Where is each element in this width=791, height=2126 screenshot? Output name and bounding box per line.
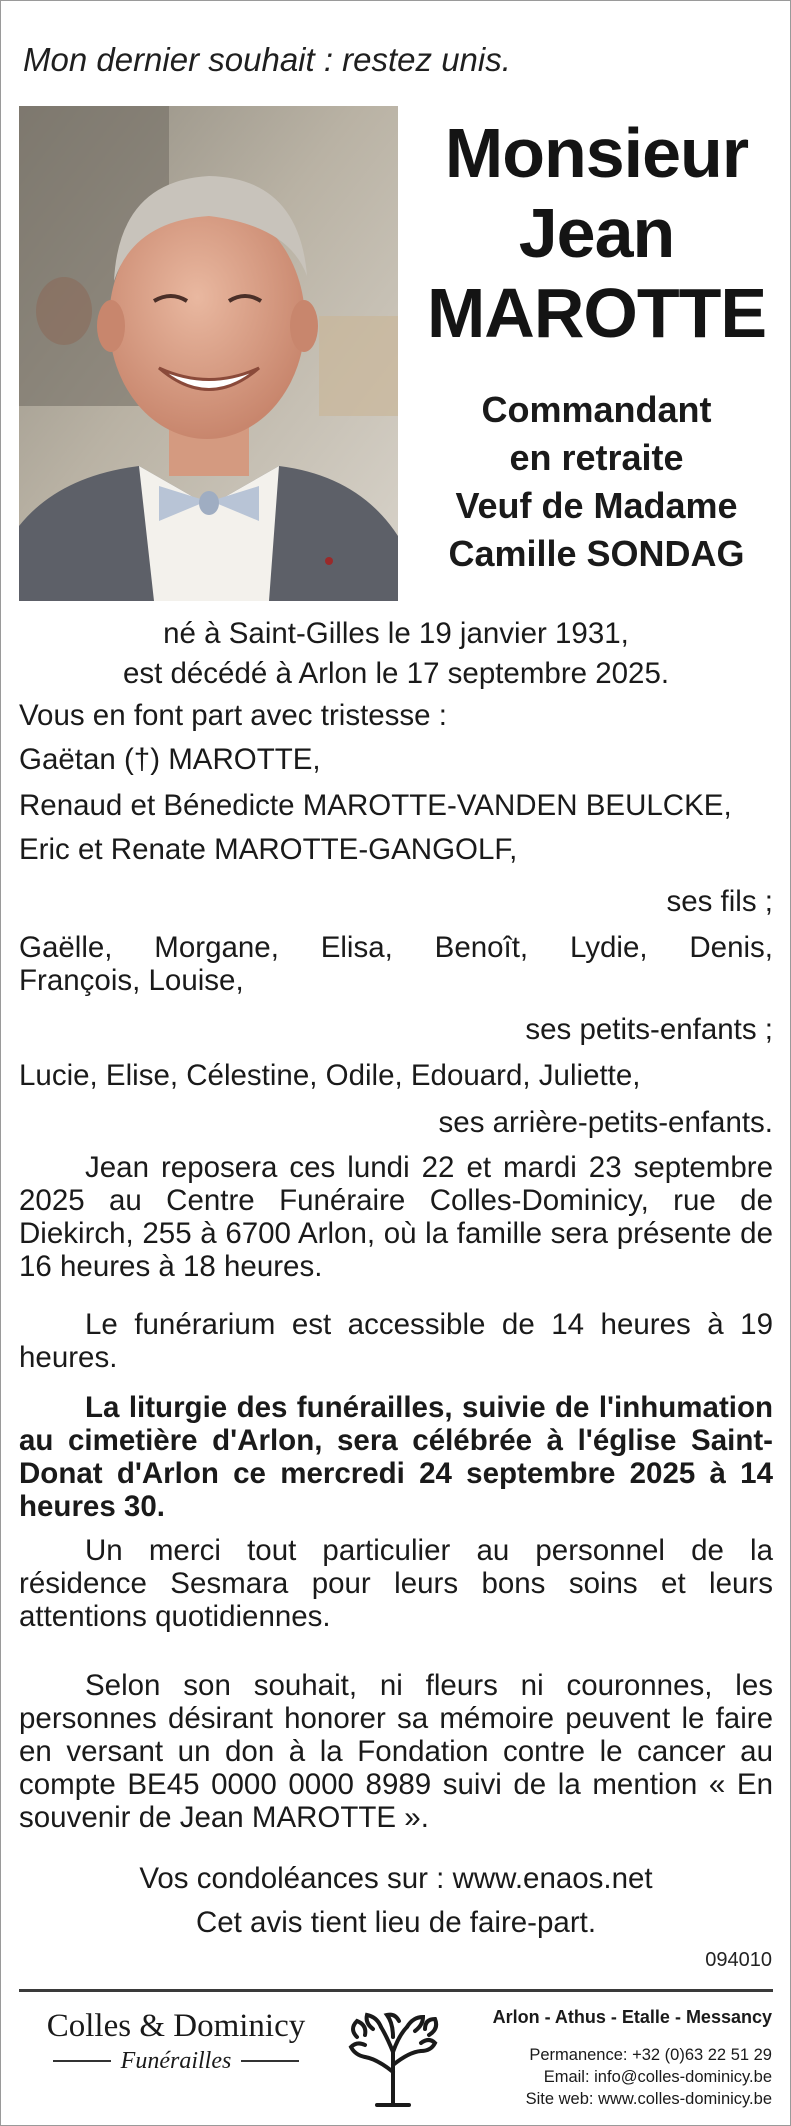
paragraph-liturgy: La liturgie des funérailles, suivie de l'inhumation au cimetière d'Arlon, sera célébrée à l'église Saint-Donat d'Arlon ce mercredi 24 septembre 2025 à 14 heures 30. [19, 1391, 773, 1523]
title-line: Veuf de Madame [455, 485, 738, 526]
notice-line: Cet avis tient lieu de faire-part. [195, 1906, 597, 1939]
condolences-line: Vos condoléances sur : www.enaos.net [139, 1862, 653, 1895]
family-line: Lucie, Elise, Célestine, Odile, Edouard, Juliette, [19, 1059, 641, 1092]
paragraph-access: Le funérarium est accessible de 14 heures à 19 heures. [19, 1308, 773, 1374]
death-line: est décédé à Arlon le 17 septembre 2025. [122, 657, 670, 690]
family-line: Gaëtan (†) MAROTTE, [19, 743, 321, 776]
decorative-dash [53, 2060, 111, 2062]
name-first: Jean [518, 194, 675, 272]
title-line: Camille SONDAG [448, 533, 745, 574]
reference-code: 094010 [705, 1949, 772, 1971]
email-line: Email: info@colles-dominicy.be [543, 2068, 772, 2086]
relation-label: ses arrière-petits-enfants. [438, 1106, 773, 1139]
birth-line: né à Saint-Gilles le 19 janvier 1931, [163, 617, 629, 650]
title-line: Commandant [481, 389, 712, 430]
epigraph: Mon dernier souhait : restez unis. [23, 41, 511, 78]
brand-name: Colles & Dominicy [46, 2008, 306, 2044]
relation-label: ses petits-enfants ; [525, 1013, 773, 1046]
footer-divider [19, 1989, 773, 1992]
paragraph-donation: Selon son souhait, ni fleurs ni couronnes, les personnes désirant honorer sa mémoire peuvent le faire en versant un don à la Fondation contre le cancer au compte BE45 0000 0000 8989 suivi de la mention « En souvenir de Jean MAROTTE ». [19, 1669, 773, 1834]
brand-subtitle [31, 2046, 321, 2076]
name-last: MAROTTE [426, 274, 767, 352]
family-line: Renaud et Bénedicte MAROTTE-VANDEN BEULCKE, [19, 789, 732, 822]
family-line: Eric et Renate MAROTTE-GANGOLF, [19, 833, 518, 866]
name-honorific: Monsieur [444, 114, 749, 192]
phone-line: Permanence: +32 (0)63 22 51 29 [529, 2046, 772, 2064]
funeral-home-brand [31, 2006, 321, 2076]
paragraph-thanks: Un merci tout particulier au personnel de la résidence Sesmara pour leurs bons soins et leurs attentions quotidiennes. [19, 1534, 773, 1633]
title-line: en retraite [509, 437, 684, 478]
deceased-titles [411, 386, 782, 578]
relation-label: ses fils ; [666, 885, 773, 918]
branch-cities: Arlon - Athus - Etalle - Messancy [492, 2007, 772, 2027]
contact-info [472, 2004, 772, 2110]
intro-line: Vous en font part avec tristesse : [19, 699, 447, 732]
paragraph-rest: Jean reposera ces lundi 22 et mardi 23 septembre 2025 au Centre Funéraire Colles-Dominicy, rue de Diekirch, 255 à 6700 Arlon, où la famille sera présente de 16 heures à 18 heures. [19, 1151, 773, 1283]
family-line: Gaëlle, Morgane, Elisa, Benoît, Lydie, Denis, [19, 931, 773, 964]
decorative-dash [241, 2060, 299, 2062]
website-line: Site web: www.colles-dominicy.be [525, 2090, 772, 2108]
deceased-name [411, 113, 782, 353]
family-line: François, Louise, [19, 964, 244, 997]
portrait-photo [19, 106, 398, 601]
tree-icon [337, 1997, 449, 2109]
brand-subtitle-text: Funérailles [120, 2048, 232, 2074]
